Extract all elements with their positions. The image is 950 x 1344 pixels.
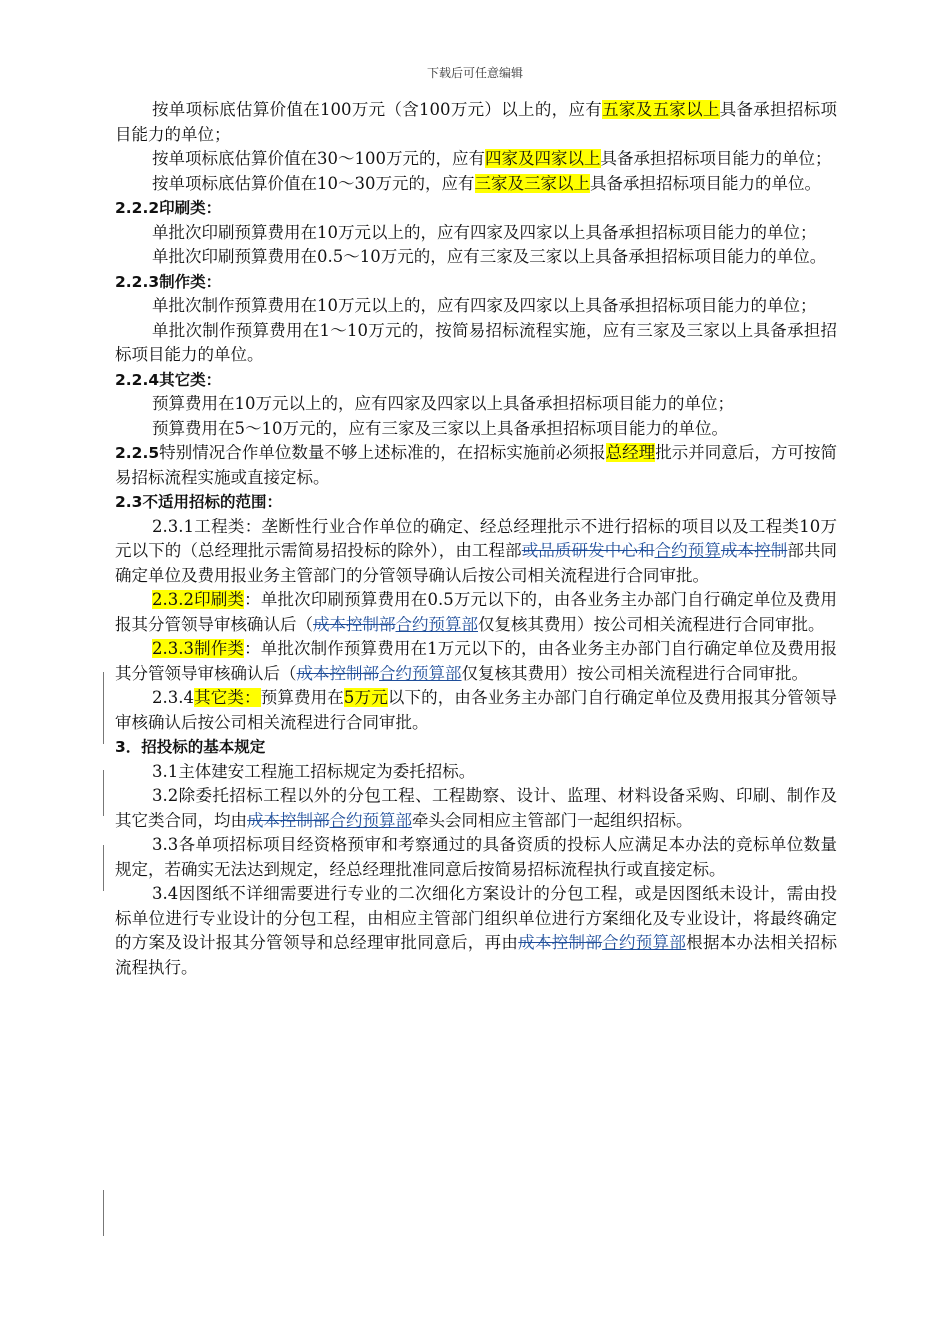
highlight: 其它类： xyxy=(193,688,261,707)
document-body xyxy=(115,98,837,980)
section-heading: 2.2.3制作类： xyxy=(115,272,222,291)
paragraph: 预算费用在10万元以上的，应有四家及四家以上具备承担招标项目能力的单位； xyxy=(152,394,734,413)
section-heading: 2.3不适用招标的范围： xyxy=(115,493,282,511)
paragraph: 2.3.3制作类：单批次制作预算费用在1万元以下的，由各业务主办部门自行确定单位及费用报其分管领导审核确认后（成本控制部合约预算部仅复核其费用）按公司相关流程进行合同审批。 xyxy=(115,639,838,683)
paragraph: 单批次印刷预算费用在0.5～10万元的，应有三家及三家以上具备承担招标项目能力的单位。 xyxy=(152,247,827,266)
highlight: 5万元 xyxy=(343,688,388,707)
highlight: 总经理 xyxy=(605,443,656,462)
paragraph: 3.2除委托招标工程以外的分包工程、工程勘察、设计、监理、材料设备采购、印刷、制作及其它类合同，均由成本控制部合约预算部牵头会同相应主管部门一起组织招标。 xyxy=(115,786,837,830)
paragraph: 3.1主体建安工程施工招标规定为委托招标。 xyxy=(152,761,476,781)
paragraph: 3.3各单项招标项目经资格预审和考察通过的具备资质的投标人应满足本办法的竞标单位数量规定，若确实无法达到规定，经总经理批准同意后按简易招标流程执行或直接定标。 xyxy=(115,835,837,879)
inserted-text: 合约预算部 xyxy=(379,663,462,683)
paragraph: 单批次制作预算费用在1～10万元的，按简易招标流程实施，应有三家及三家以上具备承担招标项目能力的单位。 xyxy=(115,320,837,364)
paragraph: 单批次印刷预算费用在10万元以上的，应有四家及四家以上具备承担招标项目能力的单位； xyxy=(152,222,817,242)
paragraph: 2.3.2印刷类：单批次印刷预算费用在0.5万元以下的，由各业务主办部门自行确定单位及费用报其分管领导审核确认后（成本控制部合约预算部仅复核其费用）按公司相关流程进行合同审批。 xyxy=(115,590,838,634)
highlight: 四家及四家以上 xyxy=(485,149,601,168)
highlight: 五家及五家以上 xyxy=(602,100,720,119)
inserted-text: 合约预算部 xyxy=(602,933,687,952)
revision-bar xyxy=(103,1190,104,1236)
paragraph: 按单项标底估算价值在100万元（含100万元）以上的，应有五家及五家以上具备承担招标项目能力的单位； xyxy=(115,100,838,144)
paragraph: 预算费用在5～10万元的，应有三家及三家以上具备承担招标项目能力的单位。 xyxy=(152,418,728,438)
paragraph: 3.4因图纸不详细需要进行专业的二次细化方案设计的分包工程，或是因图纸未设计，需由投标单位进行专业设计的分包工程，由相应主管部门组织单位进行方案细化及专业设计，将最终确定的方案及设计报其分管领导和总经理审批同意后，再由成本控制部合约预算部根据本办法相关招标流程执行。 xyxy=(115,884,838,977)
section-heading: 3．招投标的基本规定 xyxy=(115,738,266,756)
paragraph: 2.3.4其它类：预算费用在5万元以下的，由各业务主办部门自行确定单位及费用报其分管领导审核确认后按公司相关流程进行合同审批。 xyxy=(115,688,838,732)
inserted-text: 合约预算 xyxy=(654,541,721,560)
highlight: 三家及三家以上 xyxy=(474,173,590,193)
paragraph: 2.2.5特别情况合作单位数量不够上述标准的，在招标实施前必须报总经理批示并同意后，方可按简易招标流程实施或直接定标。 xyxy=(115,443,838,487)
revision-bar xyxy=(103,672,104,744)
highlight: 2.3.3制作类 xyxy=(152,639,245,658)
paragraph: 按单项标底估算价值在10～30万元的，应有三家及三家以上具备承担招标项目能力的单位。 xyxy=(152,173,821,193)
deleted-text: 成本控制部 xyxy=(296,663,379,683)
section-heading: 2.2.4其它类： xyxy=(115,370,222,389)
paragraph: 单批次制作预算费用在10万元以上的，应有四家及四家以上具备承担招标项目能力的单位； xyxy=(152,296,817,315)
deleted-text: 成本控制部 xyxy=(247,810,330,830)
paragraph: 按单项标底估算价值在30～100万元的，应有四家及四家以上具备承担招标项目能力的单位； xyxy=(152,149,832,168)
deleted-text: 成本控制部 xyxy=(313,614,396,634)
section-heading: 2.2.2印刷类： xyxy=(115,199,222,217)
inserted-text: 合约预算部 xyxy=(329,810,412,830)
page-header: 下载后可任意编辑 xyxy=(426,66,523,80)
revision-bar xyxy=(103,845,104,891)
deleted-text: 或品质研发中心和 xyxy=(521,541,655,560)
deleted-text: 成本控制 xyxy=(720,541,788,560)
inserted-text: 合约预算部 xyxy=(395,614,478,634)
deleted-text: 成本控制部 xyxy=(518,933,603,952)
paragraph: 2.3.1工程类：垄断性行业合作单位的确定、经总经理批示不进行招标的项目以及工程类10万元以下的（总经理批示需简易招投标的除外），由工程部或品质研发中心和合约预算成本控制部共同确定单位及费用报业务主管部门的分管领导确认后按公司相关流程进行合同审批。 xyxy=(115,516,838,585)
revision-bar xyxy=(103,770,104,816)
highlight: 2.3.2印刷类 xyxy=(152,590,245,609)
